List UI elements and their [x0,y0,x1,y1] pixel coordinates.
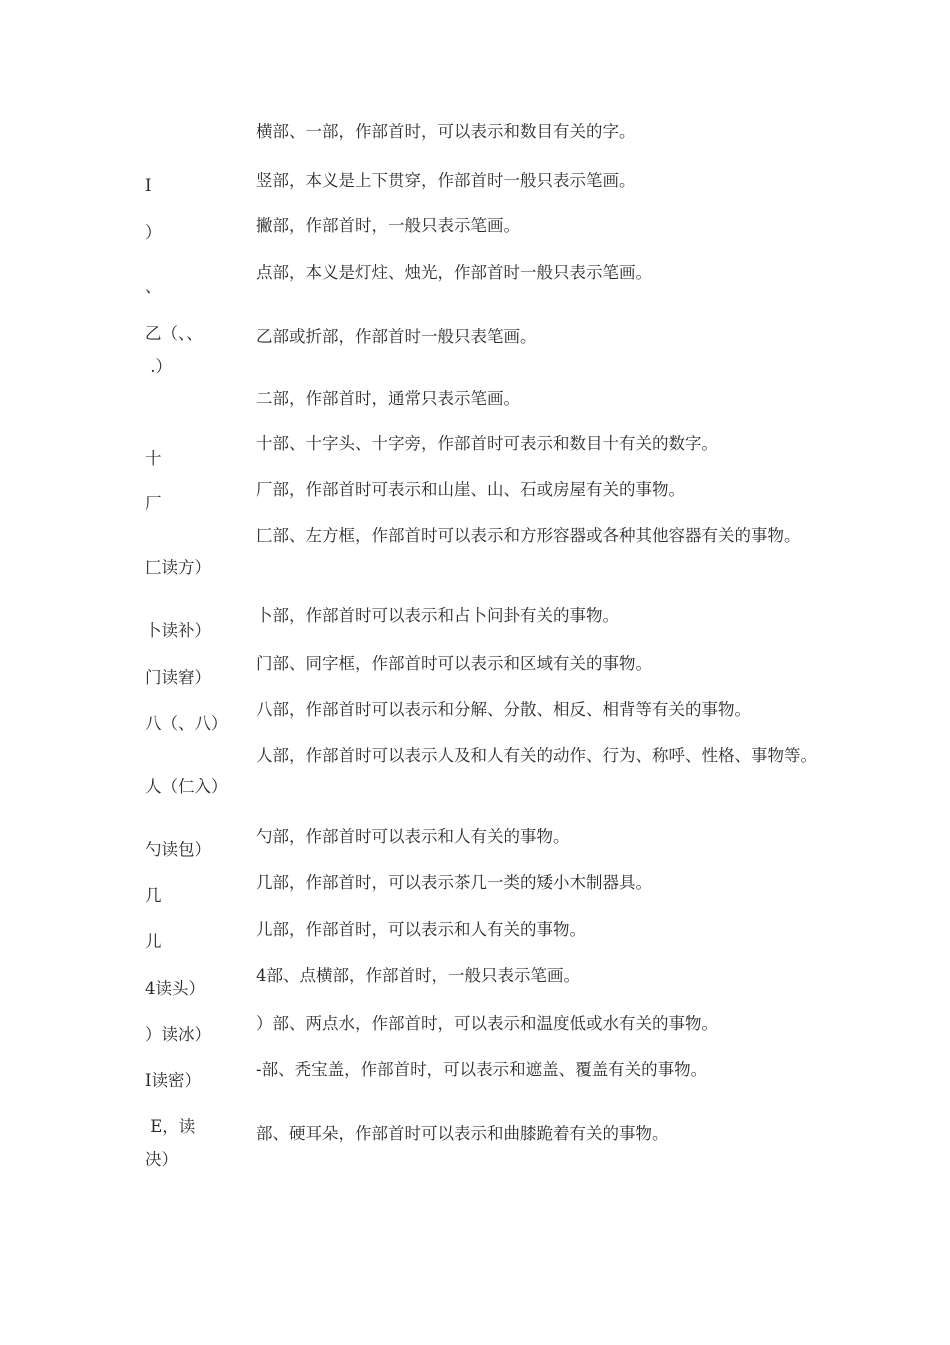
radical-cell: 儿 [145,932,162,951]
description-cell: 乙部或折部，作部首时一般只表笔画。 [256,327,537,346]
radical-cell: ） [145,223,162,242]
description-cell: 勺部，作部首时可以表示和人有关的事物。 [256,827,570,846]
description-cell: 儿部，作部首时，可以表示和人有关的事物。 [256,920,586,939]
description-cell: 门部、同字框，作部首时可以表示和区域有关的事物。 [256,654,652,673]
description-cell: 匚部、左方框，作部首时可以表示和方形容器或各种其他容器有关的事物。 [256,526,801,545]
radical-cell: ）读冰） [145,1025,211,1044]
radical-cell: 十 [145,449,162,468]
description-cell: 横部、一部，作部首时，可以表示和数目有关的字。 [256,122,636,141]
radical-cell: 乙（、、 .） [145,324,203,376]
description-cell: 4部、点横部，作部首时，一般只表示笔画。 [256,966,580,985]
radical-cell: 勺读包） [145,840,211,859]
description-cell: 二部，作部首时，通常只表示笔画。 [256,389,520,408]
description-cell: 人部，作部首时可以表示人及和人有关的动作、行为、称呼、性格、事物等。 [256,746,817,765]
description-cell: 撇部，作部首时，一般只表示笔画。 [256,216,520,235]
radical-cell: 几 [145,886,162,905]
description-cell: 卜部，作部首时可以表示和占卜问卦有关的事物。 [256,606,619,625]
radical-cell: 八（、八） [145,714,228,733]
radical-cell: I读密） [145,1071,202,1090]
description-cell: 几部，作部首时，可以表示茶几一类的矮小木制器具。 [256,873,652,892]
radical-cell: 门读窘） [145,668,211,687]
description-cell: 点部，本义是灯炷、烛光，作部首时一般只表示笔画。 [256,263,652,282]
description-cell: 竖部，本义是上下贯穿，作部首时一般只表示笔画。 [256,171,636,190]
radical-cell: 卜读补） [145,621,211,640]
radical-cell: I [145,176,152,195]
description-cell: 八部，作部首时可以表示和分解、分散、相反、相背等有关的事物。 [256,700,751,719]
radical-cell: 厂 [145,494,162,513]
description-cell: ）部、两点水，作部首时，可以表示和温度低或水有关的事物。 [256,1014,718,1033]
radical-cell: E，读 决） [145,1117,196,1169]
radical-cell: 人（仁入） [145,777,228,796]
description-cell: 部、硬耳朵，作部首时可以表示和曲膝跪着有关的事物。 [256,1124,669,1143]
description-cell: -部、秃宝盖，作部首时，可以表示和遮盖、覆盖有关的事物。 [256,1060,708,1079]
description-cell: 厂部，作部首时可表示和山崖、山、石或房屋有关的事物。 [256,480,685,499]
description-cell: 十部、十字头、十字旁，作部首时可表示和数目十有关的数字。 [256,434,718,453]
radical-cell: 匚读方） [145,558,211,577]
radical-cell: 、 [145,277,162,296]
radical-cell: 4读头） [145,979,205,998]
